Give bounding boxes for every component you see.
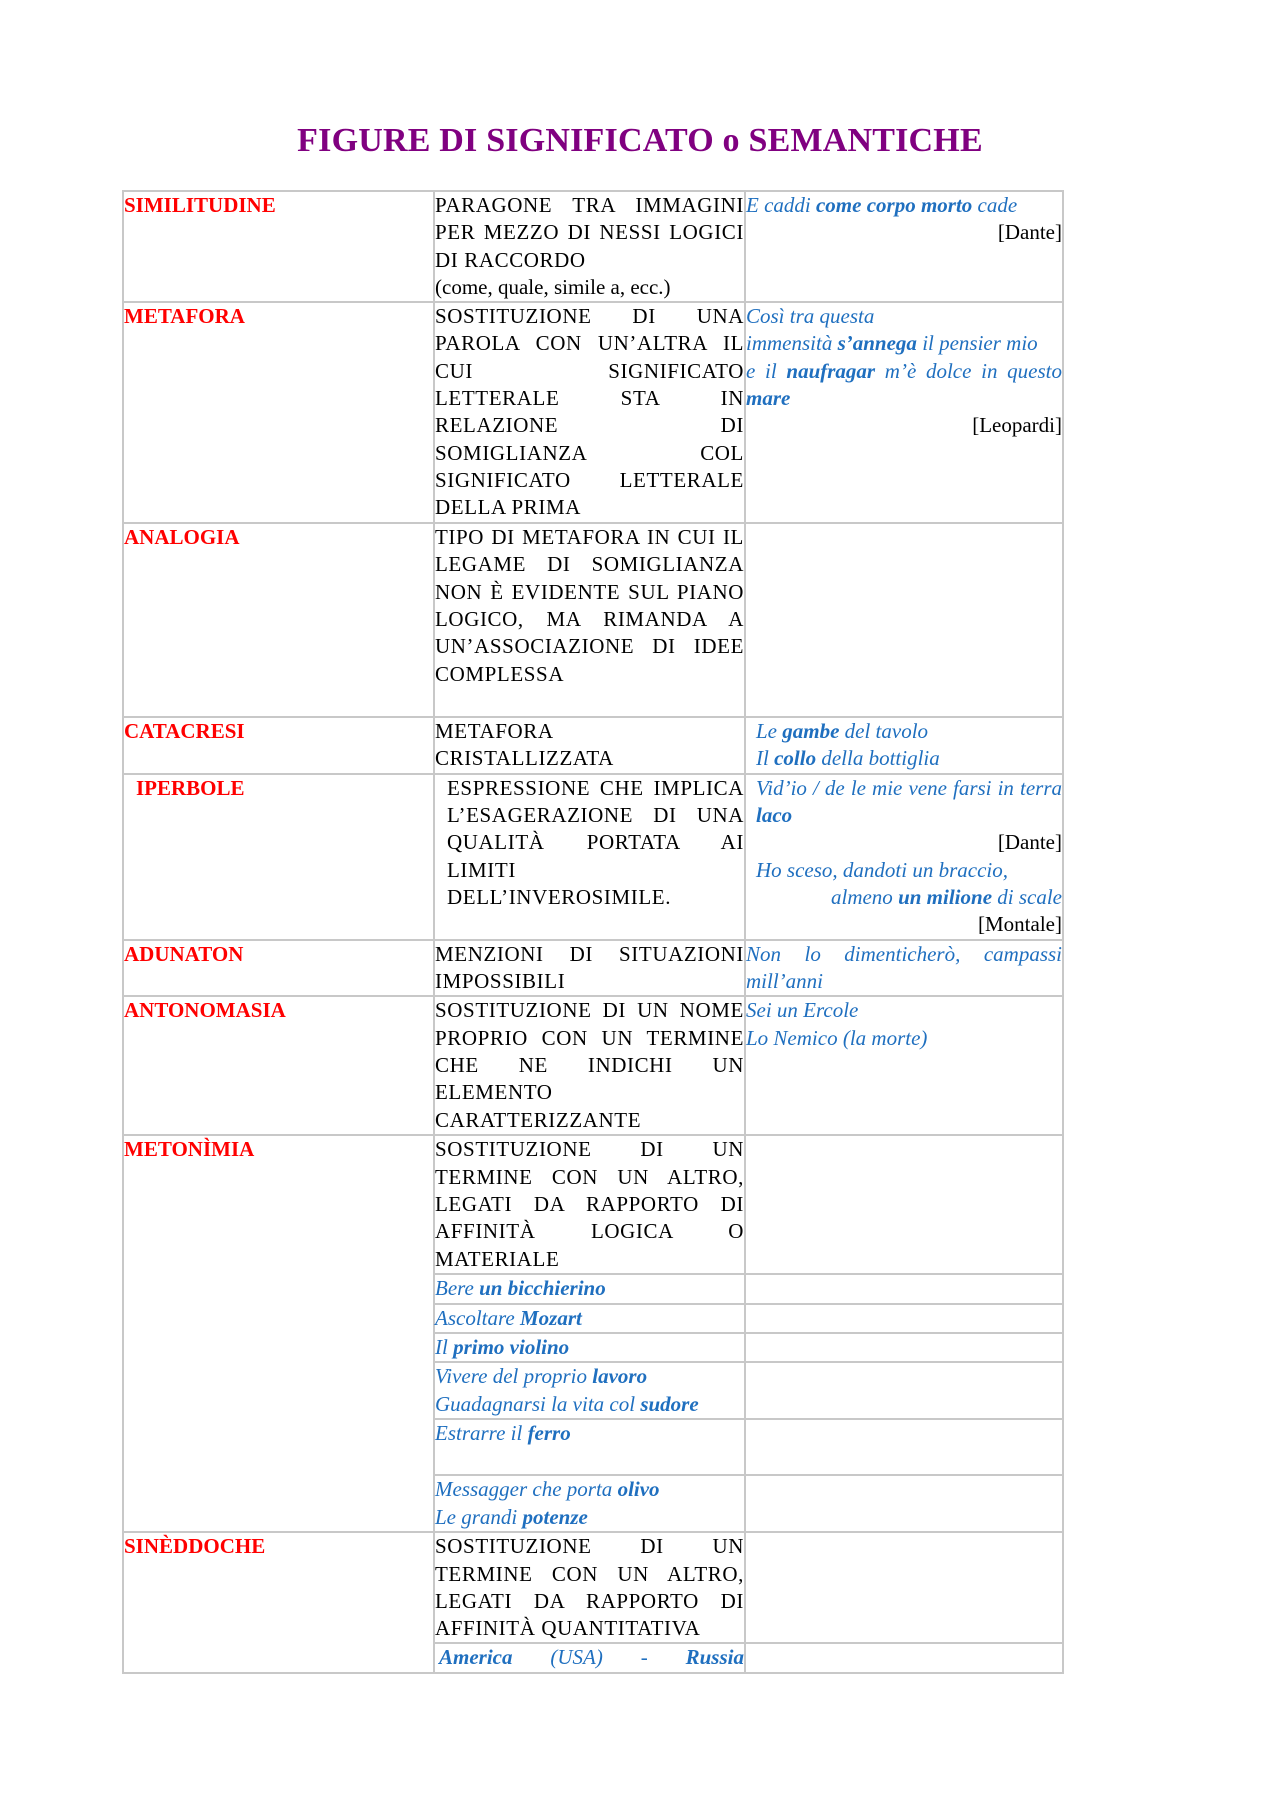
- example-cell: Messagger che porta olivo Le grandi potenze: [434, 1475, 745, 1532]
- empty-cell: [745, 1333, 1063, 1362]
- example-cell: Le gambe del tavolo Il collo della bottiglia: [745, 717, 1063, 774]
- example-cell: Vivere del proprio lavoro Guadagnarsi la vita col sudore: [434, 1362, 745, 1419]
- definition-cell: SOSTITUZIONE DI UNA PAROLA CON UN’ALTRA IL CUI SIGNIFICATO LETTERALE STA IN RELAZIONE DI SOMIGLIANZA COL SIGNIFICATO LETTERALE DELLA PRIMA: [434, 302, 745, 523]
- term-cell: ANTONOMASIA: [123, 996, 434, 1135]
- empty-cell: [745, 1419, 1063, 1475]
- definition-cell: ESPRESSIONE CHE IMPLICA L’ESAGERAZIONE DI UNA QUALITÀ PORTATA AI LIMITI DELL’INVEROSIMILE.: [434, 774, 745, 940]
- term-cell: SIMILITUDINE: [123, 191, 434, 302]
- example-cell: [745, 1135, 1063, 1274]
- empty-cell: [745, 1643, 1063, 1672]
- example-cell: [745, 523, 1063, 717]
- table-row: [123, 191, 1063, 302]
- definition-cell: TIPO DI METAFORA IN CUI IL LEGAME DI SOMIGLIANZA NON È EVIDENTE SUL PIANO LOGICO, MA RIMANDA A UN’ASSOCIAZIONE DI IDEE COMPLESSA: [434, 523, 745, 717]
- definition-cell: MENZIONI DI SITUAZIONI IMPOSSIBILI: [434, 940, 745, 997]
- example-cell: Non lo dimenticherò, campassi mill’anni: [745, 940, 1063, 997]
- table-row: [123, 717, 1063, 774]
- empty-cell: [745, 1362, 1063, 1419]
- example-cell: [745, 1532, 1063, 1643]
- definition-cell: METAFORA CRISTALLIZZATA: [434, 717, 745, 774]
- term-cell: SINÈDDOCHE: [123, 1532, 434, 1672]
- table-row: [123, 940, 1063, 997]
- example-cell: E caddi come corpo morto cade [Dante]: [745, 191, 1063, 302]
- example-cell: Vid’io / de le mie vene farsi in terra laco [Dante] Ho sceso, dandoti un braccio, almeno un milione di scale [Montale]: [745, 774, 1063, 940]
- figures-table: [122, 190, 1064, 1674]
- empty-cell: [745, 1274, 1063, 1303]
- term-cell: ADUNATON: [123, 940, 434, 997]
- definition-cell: SOSTITUZIONE DI UN NOME PROPRIO CON UN TERMINE CHE NE INDICHI UN ELEMENTO CARATTERIZZANTE: [434, 996, 745, 1135]
- table-row: [123, 523, 1063, 717]
- definition-cell: PARAGONE TRA IMMAGINI PER MEZZO DI NESSI LOGICI DI RACCORDO (come, quale, simile a, ecc.): [434, 191, 745, 302]
- example-cell: Ascoltare Mozart: [434, 1304, 745, 1333]
- example-cell: Il primo violino: [434, 1333, 745, 1362]
- table-row: [123, 1532, 1063, 1643]
- table-row: [123, 996, 1063, 1135]
- definition-cell: SOSTITUZIONE DI UN TERMINE CON UN ALTRO, LEGATI DA RAPPORTO DI AFFINITÀ QUANTITATIVA: [434, 1532, 745, 1643]
- example-cell: Bere un bicchierino: [434, 1274, 745, 1303]
- term-cell: METAFORA: [123, 302, 434, 523]
- example-cell: America (USA) - Russia: [434, 1643, 745, 1672]
- page-title: FIGURE DI SIGNIFICATO o SEMANTICHE: [297, 122, 983, 159]
- example-cell: Così tra questa immensità s’annega il pensier mio e il naufragar m’è dolce in questo mare [Leopardi]: [745, 302, 1063, 523]
- table-row: [123, 1135, 1063, 1274]
- term-cell: IPERBOLE: [123, 774, 434, 940]
- empty-cell: [745, 1475, 1063, 1532]
- term-cell: ANALOGIA: [123, 523, 434, 717]
- definition-cell: SOSTITUZIONE DI UN TERMINE CON UN ALTRO, LEGATI DA RAPPORTO DI AFFINITÀ LOGICA O MATERIALE: [434, 1135, 745, 1274]
- table-row: [123, 774, 1063, 940]
- example-cell: Estrarre il ferro: [434, 1419, 745, 1475]
- example-cell: Sei un Ercole Lo Nemico (la morte): [745, 996, 1063, 1135]
- empty-cell: [745, 1304, 1063, 1333]
- term-cell: CATACRESI: [123, 717, 434, 774]
- term-cell: METONÌMIA: [123, 1135, 434, 1532]
- table-row: [123, 302, 1063, 523]
